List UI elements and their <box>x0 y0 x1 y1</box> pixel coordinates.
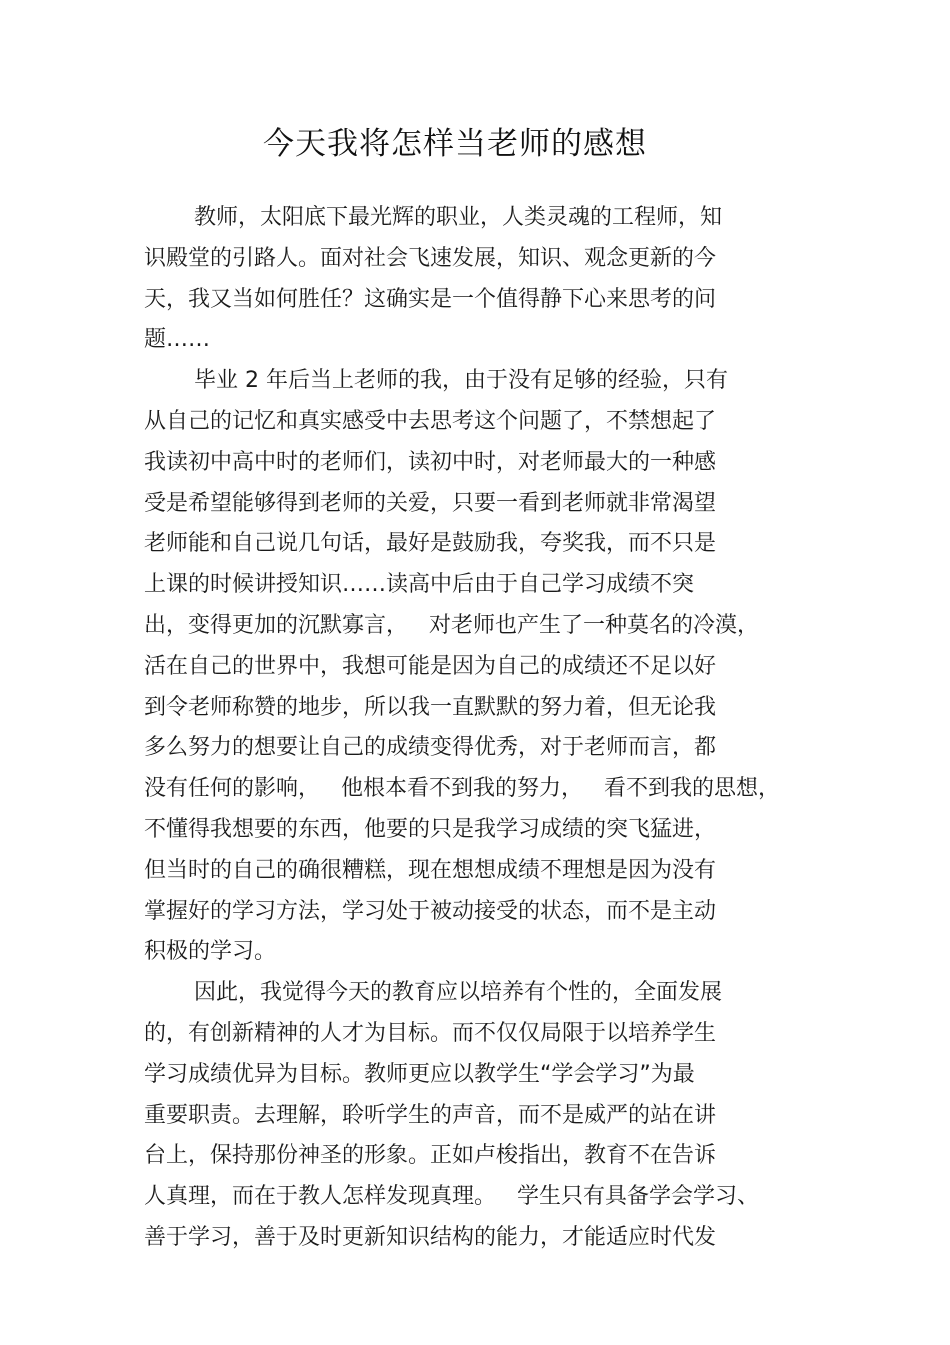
text-line: 天，我又当如何胜任？这确实是一个值得静下心来思考的问 <box>144 286 717 312</box>
text-line: 人真理，而在于教人怎样发现真理。 学生只有具备学会学习、 <box>144 1184 759 1210</box>
text-line: 多么努力的想要让自己的成绩变得优秀，对于老师而言，都 <box>144 735 717 761</box>
text-line: 受是希望能够得到老师的关爱，只要一看到老师就非常渴望 <box>144 490 717 516</box>
text-line: 重要职责。去理解，聆听学生的声音，而不是威严的站在讲 <box>144 1102 717 1128</box>
text-line: 我读初中高中时的老师们，读初中时，对老师最大的一种感 <box>144 449 717 475</box>
text-line: 不懂得我想要的东西，他要的只是我学习成绩的突飞猛进， <box>144 816 717 842</box>
text-line: 但当时的自己的确很糟糕，现在想想成绩不理想是因为没有 <box>144 857 717 883</box>
document-body <box>144 198 804 1259</box>
text-line: 到令老师称赞的地步，所以我一直默默的努力着，但无论我 <box>144 694 717 720</box>
text-line: 从自己的记忆和真实感受中去思考这个问题了，不禁想起了 <box>144 408 717 434</box>
text-line: 学习成绩优异为目标。教师更应以教学生“学会学习”为最 <box>144 1061 695 1087</box>
text-line: 毕业 2 年后当上老师的我，由于没有足够的经验，只有 <box>194 368 728 394</box>
text-line: 台上，保持那份神圣的形象。正如卢梭指出，教育不在告诉 <box>144 1143 717 1169</box>
text-line: 善于学习，善于及时更新知识结构的能力，才能适应时代发 <box>144 1224 717 1250</box>
text-line: 题…… <box>144 327 211 353</box>
text-line: 教师，太阳底下最光辉的职业，人类灵魂的工程师，知 <box>194 205 723 230</box>
text-line: 出，变得更加的沉默寡言， 对老师也产生了一种莫名的冷漠， <box>144 612 759 638</box>
text-line: 积极的学习。 <box>144 939 277 965</box>
text-line: 的，有创新精神的人才为目标。而不仅仅局限于以培养学生 <box>144 1020 717 1046</box>
text-line: 掌握好的学习方法，学习处于被动接受的状态，而不是主动 <box>144 898 717 924</box>
text-line: 活在自己的世界中，我想可能是因为自己的成绩还不足以好 <box>144 653 717 679</box>
text-line: 没有任何的影响， 他根本看不到我的努力， 看不到我的思想， <box>144 776 780 802</box>
text-line: 识殿堂的引路人。面对社会飞速发展，知识、观念更新的今 <box>144 245 717 271</box>
text-line: 因此，我觉得今天的教育应以培养有个性的，全面发展 <box>194 980 723 1006</box>
document-title: 今天我将怎样当老师的感想 <box>263 126 647 162</box>
text-line: 老师能和自己说几句话，最好是鼓励我，夸奖我，而不只是 <box>144 531 717 557</box>
text-line: 上课的时候讲授知识……读高中后由于自己学习成绩不突 <box>144 572 695 598</box>
